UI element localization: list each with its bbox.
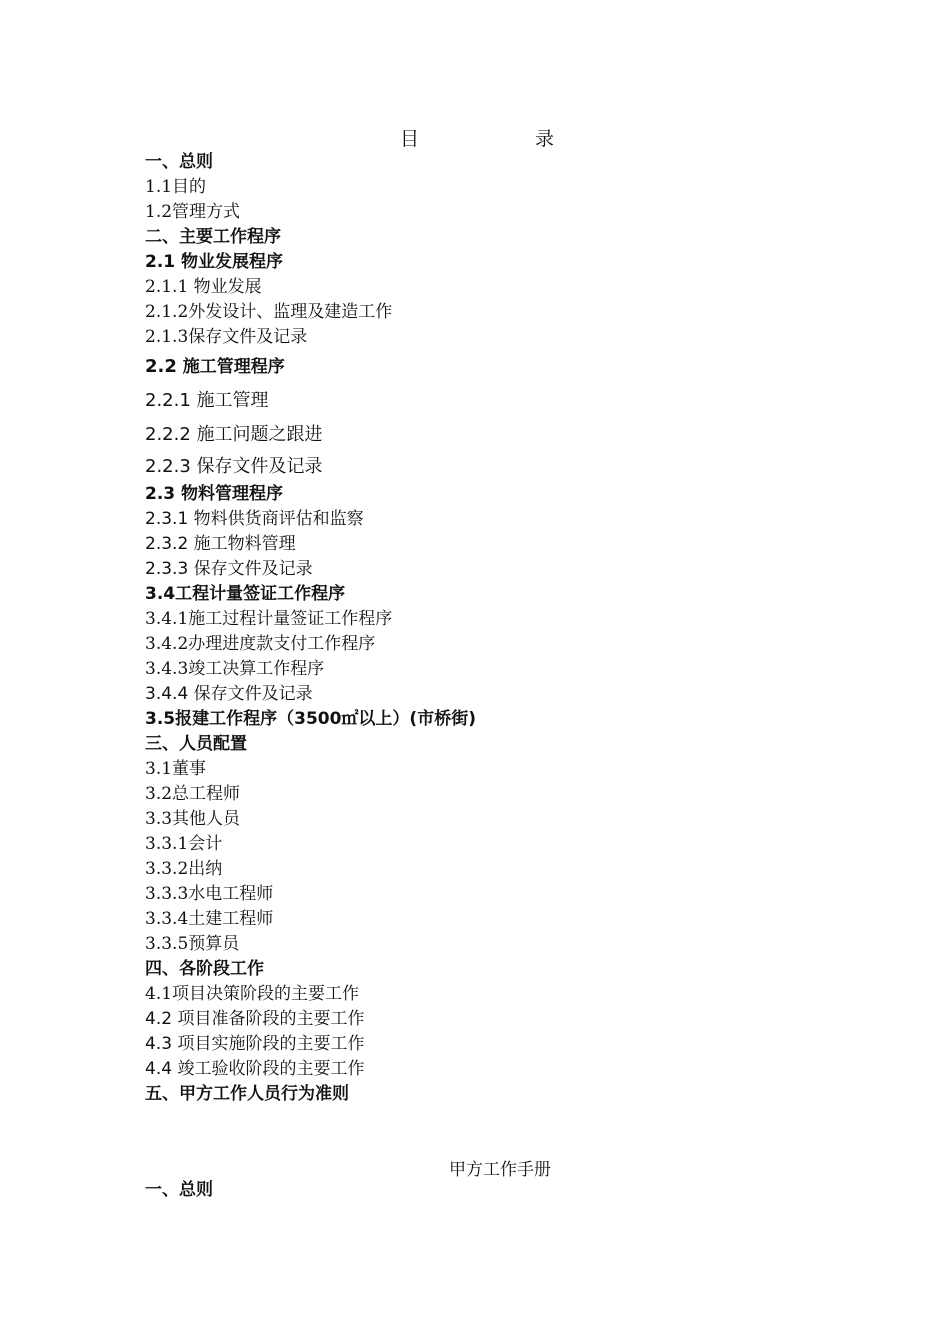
- toc-entry-number: 2.2: [145, 356, 177, 377]
- toc-entry: 4.1项目决策阶段的主要工作: [145, 984, 360, 1004]
- toc-entry-label: 保存文件及记录: [190, 456, 323, 477]
- toc-entry: 2.1.1 物业发展: [145, 277, 262, 297]
- toc-entry: 2.1 物业发展程序: [145, 252, 284, 272]
- toc-entry-number: 2.2.2: [145, 424, 191, 445]
- toc-entry: 2.1.2外发设计、监理及建造工作: [145, 302, 393, 322]
- toc-entry: 一、总则: [145, 152, 213, 172]
- toc-entry: [145, 384, 805, 418]
- toc-entry: 3.4.4 保存文件及记录: [145, 684, 313, 704]
- toc-entry: 1.2管理方式: [145, 202, 241, 222]
- toc-entry-number: 2.2.3: [145, 456, 191, 477]
- toc-entry: 3.4.3竣工决算工作程序: [145, 659, 325, 679]
- toc-title-left: 目: [400, 128, 420, 150]
- toc-entry: 3.1董事: [145, 759, 207, 779]
- toc-entry: 2.3.1 物料供货商评估和监察: [145, 509, 364, 529]
- toc-entry: 四、各阶段工作: [145, 959, 264, 979]
- toc-entry-label: 施工管理程序: [176, 357, 285, 377]
- toc-entry: 4.2 项目准备阶段的主要工作: [145, 1009, 365, 1029]
- toc-entry: 1.1目的: [145, 177, 207, 197]
- toc-entry: 3.5报建工作程序（3500㎡以上）(市桥街): [145, 709, 476, 729]
- toc-entry: [145, 452, 805, 482]
- toc-entry: 4.4 竣工验收阶段的主要工作: [145, 1059, 365, 1079]
- toc-entry: 3.3.3水电工程师: [145, 884, 274, 904]
- toc-entry: 3.4.2办理进度款支付工作程序: [145, 634, 376, 654]
- toc-entry: 3.2总工程师: [145, 784, 241, 804]
- toc-entry: [145, 350, 805, 384]
- toc-entry: 2.3.3 保存文件及记录: [145, 559, 313, 579]
- toc-title: [400, 124, 554, 151]
- toc-entry: 二、主要工作程序: [145, 227, 281, 247]
- toc-entry-number: 2.2.1: [145, 390, 191, 411]
- toc-entry: 3.3.1会计: [145, 834, 223, 854]
- toc-entry-label: 施工问题之跟进: [190, 424, 323, 445]
- toc-entry: 3.4.1施工过程计量签证工作程序: [145, 609, 393, 629]
- toc-title-right: 录: [535, 128, 555, 150]
- toc-entry: 三、人员配置: [145, 734, 247, 754]
- toc-entry: 4.3 项目实施阶段的主要工作: [145, 1034, 365, 1054]
- manual-title: 甲方工作手册: [449, 1160, 551, 1180]
- section-heading-general: 一、总则: [145, 1180, 213, 1200]
- toc-entry: 五、甲方工作人员行为准则: [145, 1084, 349, 1104]
- toc-entry: [145, 418, 805, 452]
- toc-entry: 3.3.4土建工程师: [145, 909, 274, 929]
- toc-entry: 3.4工程计量签证工作程序: [145, 584, 346, 604]
- toc-entry: 2.3 物料管理程序: [145, 484, 284, 504]
- toc-entry: 2.3.2 施工物料管理: [145, 534, 296, 554]
- toc-entry: 2.1.3保存文件及记录: [145, 327, 308, 347]
- toc-entry-label: 施工管理: [190, 390, 269, 411]
- toc-entry: 3.3.2出纳: [145, 859, 223, 879]
- table-of-contents: [145, 150, 805, 1107]
- toc-entry: 3.3其他人员: [145, 809, 241, 829]
- toc-entry: 3.3.5预算员: [145, 934, 240, 954]
